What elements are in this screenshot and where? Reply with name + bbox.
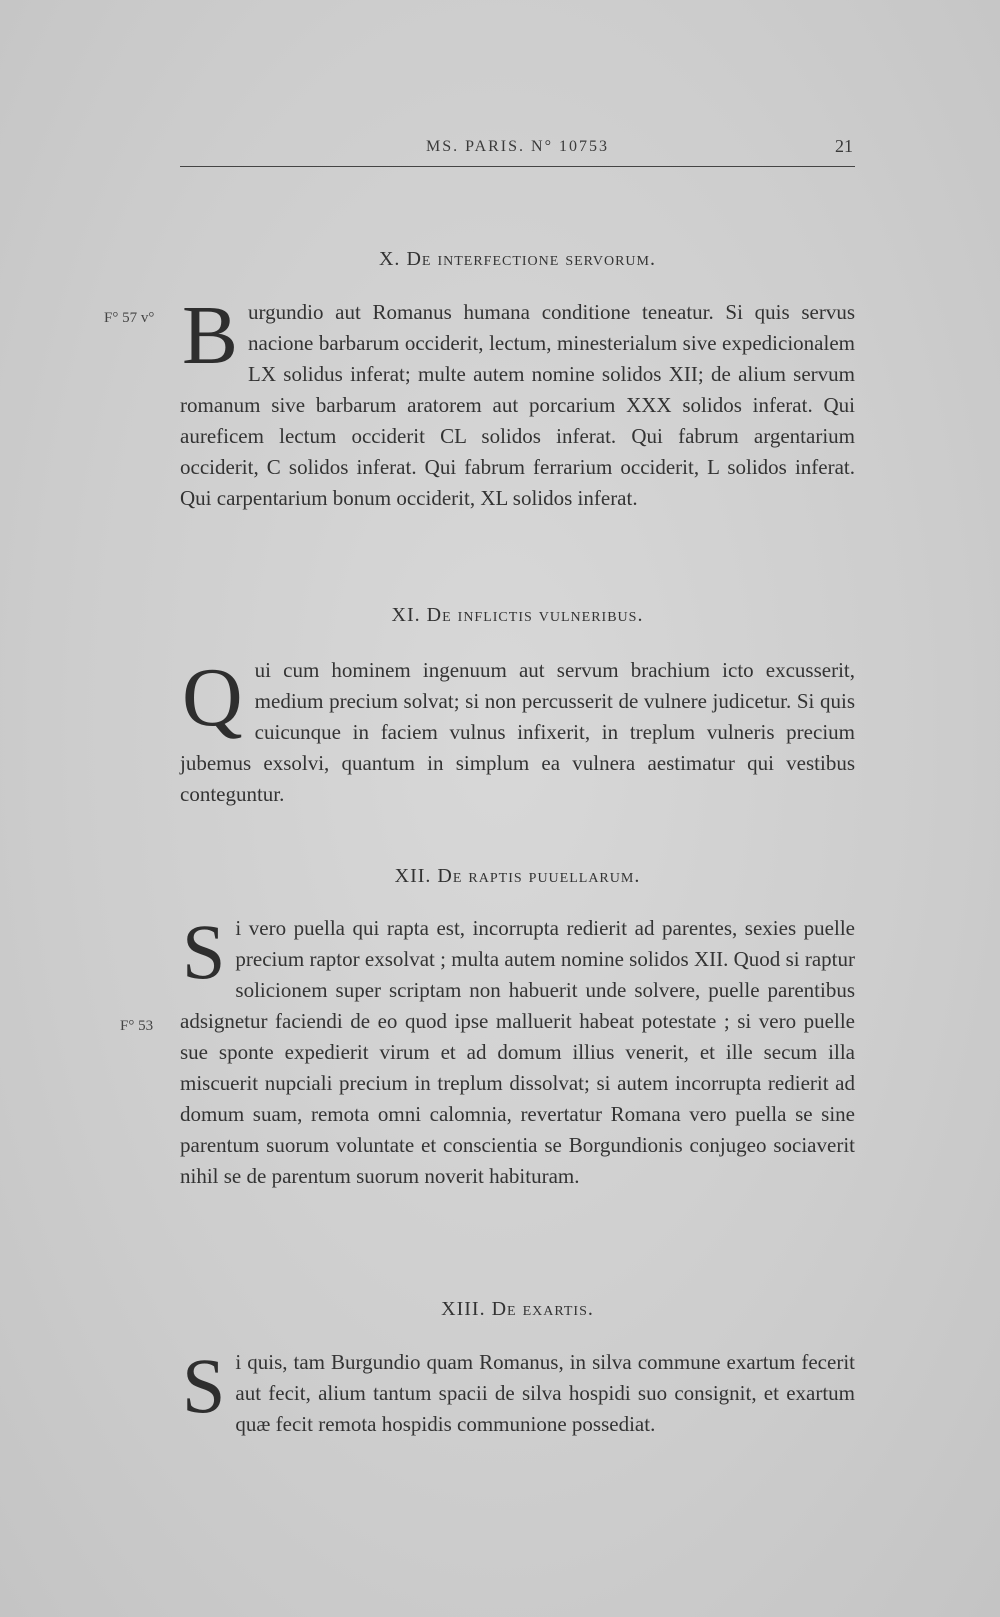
section-title-x	[180, 248, 855, 271]
section-number: XI.	[391, 604, 421, 626]
running-title: MS. PARIS. N° 10753	[426, 138, 609, 155]
section-number: XII.	[394, 865, 432, 887]
paragraph-text: ui cum hominem ingenuum aut servum brachium icto excusserit, medium precium solvat; si non percusserit de vulnere judicetur. Si quis cuicunque in faciem vulnus infixerit, in treplum vulneris precium jubemus exsolvi, quantum in simplum ea vulnera aestimatur qui vestibus conteguntur.	[180, 658, 855, 806]
section-title-rest: e interfectione servorum.	[421, 248, 656, 270]
drop-cap: S	[182, 908, 226, 995]
section-title-rest: e raptis puuellarum.	[452, 865, 641, 887]
drop-cap: Q	[182, 651, 243, 744]
section-title-head: D	[426, 604, 443, 626]
paragraph-text: urgundio aut Romanus humana conditione teneatur. Si quis servus nacione barbarum occiderit, lectum, minesterialum sive expedicionalem LX solidus inferat; multe autem nomine solidos XII; de alium servum romanum sive barbarum aratorem aut porcarium XXX solidos inferat. Qui aureficem lectum occiderit CL solidos inferat. Qui fabrum argentarium occiderit, C solidos inferat. Qui fabrum ferrarium occiderit, L solidos inferat. Qui carpentarium bonum occiderit, XL solidos inferat.	[180, 300, 855, 510]
section-text-xiii	[180, 1342, 855, 1440]
drop-cap: S	[182, 1342, 226, 1429]
section-text-x	[180, 289, 855, 514]
section-title-head: D	[491, 1298, 508, 1320]
section-title-xiii	[180, 1298, 855, 1321]
section-text-xii	[180, 908, 855, 1192]
section-text-xi	[180, 651, 855, 810]
section-number: X.	[378, 248, 401, 270]
section-title-head: D	[437, 865, 453, 887]
margin-note-folio-53: F° 53	[120, 1018, 154, 1034]
page-header	[180, 132, 855, 167]
section-number: XIII.	[441, 1298, 486, 1320]
paragraph-text: i quis, tam Burgundio quam Romanus, in silva commune exartum fecerit aut fecit, alium tantum spacii de silva hospidi suo consignit, et exartum quæ fecit remota hospidis communione possediat.	[235, 1350, 855, 1436]
section-title-xii	[180, 865, 855, 888]
drop-cap: B	[182, 289, 239, 382]
page-number: 21	[835, 136, 853, 156]
section-title-xi	[180, 604, 855, 627]
paragraph-text: i vero puella qui rapta est, incorrupta redierit ad parentes, sexies puelle precium raptor exsolvat ; multa autem nomine solidos XII. Quod si raptur solicionem super scriptam non habuerit unde solvere, puelle parentibus adsignetur faciendi de eo quod ipse malluerit habeat potestate ; si vero puelle sue sponte expedierit virum et ad domum illius venerit, et ille secum illa miscuerit nupciali precium in treplum dissolvat; si autem incorrupta redierit ad domum suam, remota omni calomnia, revertatur Romana vero puella se sine parentum suorum voluntate et conscientia se Borgundionis conjugeo sociaverit nihil se de parentum suorum noverit habituram.	[180, 916, 855, 1188]
section-title-head: D	[406, 248, 422, 270]
section-title-rest: e inflictis vulneribus.	[442, 604, 644, 626]
margin-note-folio-57: F° 57 v°	[104, 310, 155, 326]
section-title-rest: e exartis.	[507, 1298, 594, 1320]
